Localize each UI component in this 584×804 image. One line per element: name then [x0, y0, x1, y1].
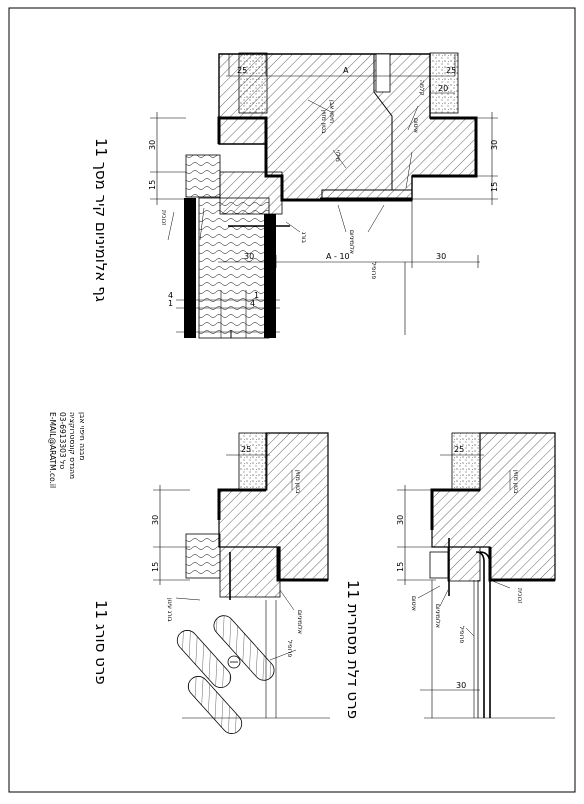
dim-top-4: 20 [438, 84, 449, 93]
note-top-8: פרופיל [370, 262, 377, 280]
dim-top-1: 25 [237, 66, 248, 75]
company-line-2: מהנדס קונסטרוקציה [68, 412, 77, 480]
company-line-4: E-MAIL@ARATM.co.il [48, 412, 57, 489]
note-bl-1: בטון מזוין [294, 470, 301, 494]
dim-top-11: 30 [436, 252, 447, 261]
dim-top-7: 15 [148, 179, 157, 190]
note-top-9: זכוכית [160, 210, 167, 226]
stone-block [430, 53, 458, 113]
dim-br-3: 15 [396, 561, 405, 572]
frame-block [220, 547, 280, 597]
title-bottom-right: 11 פרט דלת מסחרית [344, 580, 362, 719]
note-top-3: מילוי [334, 150, 341, 162]
note-br-3: אלומיניום [434, 604, 441, 628]
note-top-4: קלמה [418, 80, 425, 96]
dim-top-15: 1 [254, 291, 260, 300]
frame-block [448, 547, 480, 581]
bottom-left-detail [151, 433, 330, 738]
dim-top-13: 1 [168, 299, 174, 308]
note-top-5: איטום [412, 118, 419, 133]
dim-top-14: 4 [250, 299, 256, 308]
stone-block [239, 433, 267, 490]
dim-bl-2: 30 [151, 514, 160, 525]
top-detail [148, 53, 499, 338]
note-bl-3: בורג עיגון [166, 598, 173, 622]
note-top-1: חיפוי אבן [328, 100, 335, 124]
note-br-2: איטום [410, 596, 417, 611]
note-bl-2: אלומיניום [296, 610, 303, 634]
note-top-2: בטון מזוין [320, 110, 327, 134]
slot [376, 54, 390, 92]
note-br-4: פרופיל [458, 626, 465, 644]
wood-frame [186, 155, 220, 197]
company-block [48, 412, 87, 488]
dim-br-2: 30 [396, 514, 405, 525]
dim-top-5: 30 [148, 139, 157, 150]
dim-top-10: A - 10 [326, 252, 350, 261]
glass-pane [264, 214, 276, 338]
note-br-1: בטון מזוין [512, 470, 519, 494]
dim-top-12: 4 [168, 291, 174, 300]
note-bl-4: פרופיל [286, 640, 293, 658]
wood-panel [199, 198, 269, 338]
dim-br-4: 30 [456, 681, 467, 690]
dim-bl-1: 25 [241, 445, 252, 454]
bottom-right-detail [396, 433, 555, 718]
door-frame [430, 552, 448, 578]
company-line-3: טל 03-6913303 [58, 412, 67, 470]
note-br-5: זכוכית [516, 588, 523, 604]
note-top-6: אלומיניום [348, 230, 355, 254]
title-bottom-left: 11 פרט סורג [92, 600, 110, 685]
dim-top-8: 15 [490, 181, 499, 192]
glass-pane [184, 198, 196, 338]
dim-top-6: 30 [490, 139, 499, 150]
stone-block [452, 433, 480, 490]
dim-bl-3: 15 [151, 561, 160, 572]
dim-top-2: A [343, 66, 349, 75]
dim-top-9: 30 [244, 252, 255, 261]
note-top-7: בורג [300, 232, 307, 243]
company-line-1: מבנה חיפוי אבן [78, 412, 87, 461]
title-top-detail: 11 גף אלומיניום קיר מסך [92, 138, 110, 302]
wood-frame [186, 534, 220, 578]
dim-top-3: 25 [446, 66, 457, 75]
dim-br-1: 25 [454, 445, 465, 454]
